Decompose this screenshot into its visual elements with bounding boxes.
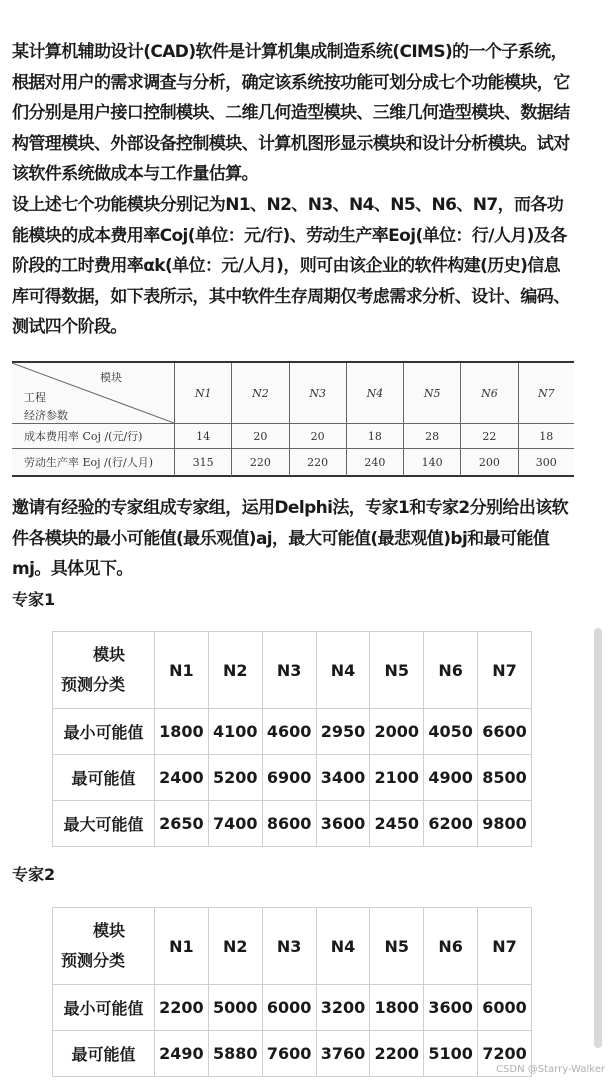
- table-cell: 18: [518, 424, 574, 449]
- table-cell: 4100: [208, 709, 262, 755]
- corner-category-label: 预测分类: [61, 675, 126, 694]
- table-cell: 18: [346, 424, 403, 449]
- column-header: N3: [262, 908, 316, 985]
- scrollbar[interactable]: [594, 628, 602, 1048]
- table-cell: 4900: [424, 755, 478, 801]
- table-cell: 240: [346, 449, 403, 476]
- row-label: 最可能值: [53, 1031, 155, 1077]
- table-cell: 200: [461, 449, 518, 476]
- table-row: [12, 449, 574, 476]
- table-cell: 20: [232, 424, 289, 449]
- expert2-heading: 专家2: [12, 865, 56, 884]
- table-cell: 3400: [316, 755, 370, 801]
- module-header: N4: [346, 363, 403, 424]
- row-label: 最小可能值: [53, 709, 155, 755]
- expert1-heading: 专家1: [12, 590, 56, 609]
- column-header: N4: [316, 632, 370, 709]
- column-header: N5: [370, 632, 424, 709]
- table-cell: 5100: [424, 1031, 478, 1077]
- row-label: 成本费用率 Coj /(元/行): [12, 424, 175, 449]
- row-label: 最小可能值: [53, 985, 155, 1031]
- table-cell: 14: [175, 424, 232, 449]
- module-header: N7: [518, 363, 574, 424]
- intro-paragraph: 某计算机辅助设计(CAD)软件是计算机集成制造系统(CIMS)的一个子系统，根据对用户的需求调查与分析，确定该系统按功能可划分成七个功能模块，它们分别是用户接口控制模块、二维几何造型模块、三维几何造型模块、数据结构管理模块、外部设备控制模块、计算机图形显示模块和设计分析模块。试对该软件系统做成本与工作量估算。: [12, 42, 570, 184]
- table-cell: 5000: [208, 985, 262, 1031]
- table-cell: 3600: [424, 985, 478, 1031]
- table-row: [53, 755, 532, 801]
- table-cell: 2950: [316, 709, 370, 755]
- column-header: N5: [370, 908, 424, 985]
- table-cell: 4050: [424, 709, 478, 755]
- table-row: [53, 985, 532, 1031]
- row-label: 最大可能值: [53, 801, 155, 847]
- module-header: N5: [404, 363, 461, 424]
- module-header: N6: [461, 363, 518, 424]
- table-header-row: [53, 632, 532, 709]
- expert2-table: [52, 907, 532, 1077]
- table-cell: 6000: [262, 985, 316, 1031]
- table-cell: 7600: [262, 1031, 316, 1077]
- table-cell: 28: [404, 424, 461, 449]
- table-cell: 1800: [370, 985, 424, 1031]
- table-cell: 315: [175, 449, 232, 476]
- table-cell: 3760: [316, 1031, 370, 1077]
- table-cell: 7400: [208, 801, 262, 847]
- table-cell: 6000: [478, 985, 532, 1031]
- table-cell: 20: [289, 424, 346, 449]
- column-header: N1: [155, 908, 209, 985]
- table-cell: 7200: [478, 1031, 532, 1077]
- table-header-row: [53, 908, 532, 985]
- expert1-table: [52, 631, 532, 847]
- table-cell: 9800: [478, 801, 532, 847]
- module-header: N3: [289, 363, 346, 424]
- table-cell: 2490: [155, 1031, 209, 1077]
- corner-module-label: 模块: [100, 371, 122, 384]
- table-cell: 8500: [478, 755, 532, 801]
- column-header: N2: [208, 908, 262, 985]
- table-row: [53, 709, 532, 755]
- watermark: CSDN @Starry-Walker: [496, 1064, 605, 1075]
- table-cell: 2000: [370, 709, 424, 755]
- table-cell: 3200: [316, 985, 370, 1031]
- table-cell: 220: [232, 449, 289, 476]
- column-header: N6: [424, 908, 478, 985]
- table-cell: 5880: [208, 1031, 262, 1077]
- column-header: N4: [316, 908, 370, 985]
- table-cell: 2100: [370, 755, 424, 801]
- table-cell: 2400: [155, 755, 209, 801]
- corner-module-label: 模块: [93, 921, 126, 940]
- corner-engineering-label: 工程: [24, 391, 46, 404]
- table-cell: 300: [535, 455, 557, 469]
- table-cell: 22: [461, 424, 518, 449]
- table-cell: 2450: [370, 801, 424, 847]
- module-header: N1: [175, 363, 232, 424]
- delphi-paragraph: 邀请有经验的专家组成专家组，运用Delphi法，专家1和专家2分别给出该软件各模块的最小可能值(最乐观值)aj，最大可能值(最悲观值)bj和最可能值mj。具体见下。: [12, 498, 569, 579]
- table-cell: 2200: [155, 985, 209, 1031]
- table-cell: 220: [289, 449, 346, 476]
- corner-economic-label: 经济参数: [24, 409, 68, 422]
- column-header: N7: [478, 908, 532, 985]
- column-header: N7: [478, 632, 532, 709]
- table-cell: 3600: [316, 801, 370, 847]
- table-cell: 6900: [262, 755, 316, 801]
- table-row: [12, 424, 574, 449]
- corner-module-label: 模块: [93, 645, 126, 664]
- table-cell: 140: [404, 449, 461, 476]
- table-cell: 6200: [424, 801, 478, 847]
- table-cell: 1800: [155, 709, 209, 755]
- table-cell: 8600: [262, 801, 316, 847]
- table-row: [53, 801, 532, 847]
- column-header: N1: [155, 632, 209, 709]
- column-header: N6: [424, 632, 478, 709]
- table-cell: 2650: [155, 801, 209, 847]
- module-definition-paragraph: 设上述七个功能模块分别记为N1、N2、N3、N4、N5、N6、N7，而各功能模块的成本费用率Coj(单位：元/行)、劳动生产率Eoj(单位：行/人月)及各阶段的工时费用率αk(单位：元/人月)，则可由该企业的软件构建(历史)信息库可得数据，如下表所示，其中软件生存周期仅考虑需求分析、设计、编码、测试四个阶段。: [12, 195, 570, 337]
- column-header: N3: [262, 632, 316, 709]
- table-row: [53, 1031, 532, 1077]
- table-corner-cell: [53, 908, 155, 985]
- table-corner-cell: [12, 363, 175, 424]
- table-cell: 2200: [370, 1031, 424, 1077]
- table-corner-cell: [53, 632, 155, 709]
- row-label: 劳动生产率 Eoj /(行/人月): [12, 449, 175, 476]
- column-header: N2: [208, 632, 262, 709]
- row-label: 最可能值: [53, 755, 155, 801]
- table-cell: 6600: [478, 709, 532, 755]
- corner-category-label: 预测分类: [61, 951, 126, 970]
- module-header: N2: [232, 363, 289, 424]
- cost-productivity-table-image: [12, 361, 574, 477]
- table-cell: 4600: [262, 709, 316, 755]
- table-cell: 5200: [208, 755, 262, 801]
